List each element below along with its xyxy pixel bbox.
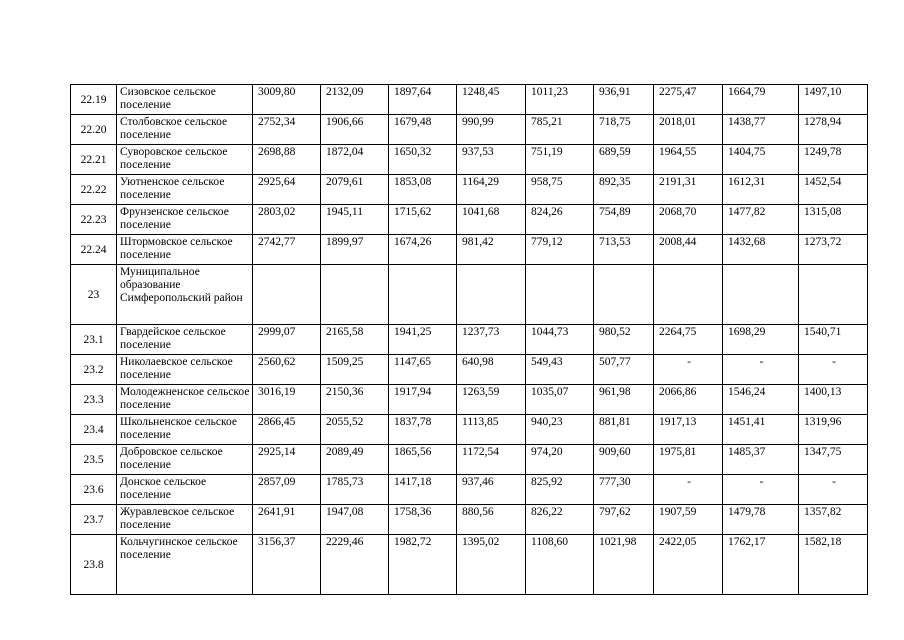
value-cell: 2698,88 <box>253 145 321 175</box>
value-cell: 2803,02 <box>253 205 321 235</box>
row-code-cell: 22.22 <box>71 175 117 205</box>
value-cell: 880,56 <box>457 505 526 535</box>
value-cell: 2165,58 <box>321 325 389 355</box>
settlement-name-cell: Штормовское сельское поселение <box>117 235 253 265</box>
value-cell: 909,60 <box>594 445 654 475</box>
value-cell: 1172,54 <box>457 445 526 475</box>
value-cell: 2008,44 <box>654 235 723 265</box>
value-cell: 1540,71 <box>799 325 868 355</box>
value-cell: 1497,10 <box>799 85 868 115</box>
value-cell <box>654 265 723 325</box>
value-cell: 1485,37 <box>723 445 799 475</box>
table-row <box>71 535 868 595</box>
value-cell: 1451,41 <box>723 415 799 445</box>
table-row <box>71 325 868 355</box>
settlement-name-cell: Муниципальное образование Симферопольский район <box>117 265 253 325</box>
row-code-cell: 23.2 <box>71 355 117 385</box>
value-cell: 1417,18 <box>389 475 457 505</box>
value-cell <box>799 265 868 325</box>
table-body <box>71 85 868 595</box>
table-row <box>71 385 868 415</box>
value-cell: 1785,73 <box>321 475 389 505</box>
value-cell: 2641,91 <box>253 505 321 535</box>
value-cell: 3016,19 <box>253 385 321 415</box>
value-cell: 1509,25 <box>321 355 389 385</box>
row-code-cell: 23.6 <box>71 475 117 505</box>
value-cell: 1164,29 <box>457 175 526 205</box>
value-cell: 881,81 <box>594 415 654 445</box>
value-cell: 826,22 <box>526 505 594 535</box>
value-cell: 1237,73 <box>457 325 526 355</box>
value-cell: 1319,96 <box>799 415 868 445</box>
value-cell: 937,46 <box>457 475 526 505</box>
value-cell: 2089,49 <box>321 445 389 475</box>
row-code-cell: 22.19 <box>71 85 117 115</box>
value-cell: 940,23 <box>526 415 594 445</box>
value-cell <box>457 265 526 325</box>
value-cell: 2275,47 <box>654 85 723 115</box>
value-cell: 640,98 <box>457 355 526 385</box>
value-cell: 1837,78 <box>389 415 457 445</box>
value-cell: 797,62 <box>594 505 654 535</box>
table-row <box>71 265 868 325</box>
value-cell: 2925,14 <box>253 445 321 475</box>
value-cell: 1263,59 <box>457 385 526 415</box>
value-cell: 1853,08 <box>389 175 457 205</box>
value-cell: 974,20 <box>526 445 594 475</box>
value-cell: 2264,75 <box>654 325 723 355</box>
value-cell: 1679,48 <box>389 115 457 145</box>
value-cell: 990,99 <box>457 115 526 145</box>
value-cell: 1947,08 <box>321 505 389 535</box>
value-cell: 2150,36 <box>321 385 389 415</box>
settlement-name-cell: Молодежненское сельское поселение <box>117 385 253 415</box>
value-cell: 1452,54 <box>799 175 868 205</box>
value-cell: 1941,25 <box>389 325 457 355</box>
value-cell: 1715,62 <box>389 205 457 235</box>
settlement-name-cell: Кольчугинское сельское поселение <box>117 535 253 595</box>
settlement-name-cell: Столбовское сельское поселение <box>117 115 253 145</box>
value-cell: 1041,68 <box>457 205 526 235</box>
value-cell <box>321 265 389 325</box>
row-code-cell: 23.3 <box>71 385 117 415</box>
value-cell <box>594 265 654 325</box>
settlement-name-cell: Школьненское сельское поселение <box>117 415 253 445</box>
value-cell: 1917,94 <box>389 385 457 415</box>
value-cell: 2866,45 <box>253 415 321 445</box>
value-cell: 507,77 <box>594 355 654 385</box>
value-cell: 2752,34 <box>253 115 321 145</box>
table-row <box>71 205 868 235</box>
value-cell: 1021,98 <box>594 535 654 595</box>
value-cell: 1273,72 <box>799 235 868 265</box>
table-row <box>71 175 868 205</box>
table-row <box>71 415 868 445</box>
settlement-name-cell: Уютненское сельское поселение <box>117 175 253 205</box>
value-cell: 713,53 <box>594 235 654 265</box>
row-code-cell: 23.4 <box>71 415 117 445</box>
value-cell: 2857,09 <box>253 475 321 505</box>
table-row <box>71 85 868 115</box>
value-cell: 1975,81 <box>654 445 723 475</box>
value-cell: - <box>654 355 723 385</box>
value-cell: - <box>723 355 799 385</box>
value-cell: 1147,65 <box>389 355 457 385</box>
value-cell: 2560,62 <box>253 355 321 385</box>
table-row <box>71 115 868 145</box>
value-cell <box>389 265 457 325</box>
value-cell: 824,26 <box>526 205 594 235</box>
value-cell: 1044,73 <box>526 325 594 355</box>
row-code-cell: 23 <box>71 265 117 325</box>
value-cell: 1582,18 <box>799 535 868 595</box>
settlement-name-cell: Суворовское сельское поселение <box>117 145 253 175</box>
value-cell: 1917,13 <box>654 415 723 445</box>
value-cell: 689,59 <box>594 145 654 175</box>
value-cell: 2132,09 <box>321 85 389 115</box>
value-cell: 1964,55 <box>654 145 723 175</box>
table-row <box>71 355 868 385</box>
value-cell: - <box>654 475 723 505</box>
value-cell: 754,89 <box>594 205 654 235</box>
row-code-cell: 22.20 <box>71 115 117 145</box>
value-cell: 1249,78 <box>799 145 868 175</box>
settlement-name-cell: Фрунзенское сельское поселение <box>117 205 253 235</box>
value-cell: 1035,07 <box>526 385 594 415</box>
value-cell: 2068,70 <box>654 205 723 235</box>
value-cell: 980,52 <box>594 325 654 355</box>
value-cell: 1674,26 <box>389 235 457 265</box>
value-cell: 1664,79 <box>723 85 799 115</box>
value-cell: 718,75 <box>594 115 654 145</box>
value-cell: 2422,05 <box>654 535 723 595</box>
value-cell: 1758,36 <box>389 505 457 535</box>
value-cell: 1278,94 <box>799 115 868 145</box>
value-cell: 1762,17 <box>723 535 799 595</box>
value-cell: 1011,23 <box>526 85 594 115</box>
value-cell: - <box>799 475 868 505</box>
value-cell: 825,92 <box>526 475 594 505</box>
settlement-name-cell: Сизовское сельское поселение <box>117 85 253 115</box>
value-cell: 549,43 <box>526 355 594 385</box>
value-cell: 2018,01 <box>654 115 723 145</box>
value-cell <box>526 265 594 325</box>
value-cell: 1248,45 <box>457 85 526 115</box>
value-cell: 2742,77 <box>253 235 321 265</box>
settlement-name-cell: Добровское сельское поселение <box>117 445 253 475</box>
value-cell: 1404,75 <box>723 145 799 175</box>
value-cell: - <box>723 475 799 505</box>
value-cell: 2055,52 <box>321 415 389 445</box>
value-cell: 1108,60 <box>526 535 594 595</box>
value-cell: 779,12 <box>526 235 594 265</box>
value-cell: 961,98 <box>594 385 654 415</box>
value-cell: 1347,75 <box>799 445 868 475</box>
value-cell: 1650,32 <box>389 145 457 175</box>
value-cell: 1432,68 <box>723 235 799 265</box>
row-code-cell: 23.1 <box>71 325 117 355</box>
value-cell: 937,53 <box>457 145 526 175</box>
value-cell: 2191,31 <box>654 175 723 205</box>
value-cell: 1945,11 <box>321 205 389 235</box>
value-cell: 2079,61 <box>321 175 389 205</box>
value-cell: 1897,64 <box>389 85 457 115</box>
table-row <box>71 145 868 175</box>
value-cell: 1395,02 <box>457 535 526 595</box>
row-code-cell: 22.23 <box>71 205 117 235</box>
value-cell: 1113,85 <box>457 415 526 445</box>
value-cell: 1906,66 <box>321 115 389 145</box>
value-cell: 1865,56 <box>389 445 457 475</box>
value-cell: 958,75 <box>526 175 594 205</box>
value-cell: 777,30 <box>594 475 654 505</box>
value-cell: 1872,04 <box>321 145 389 175</box>
value-cell: 981,42 <box>457 235 526 265</box>
row-code-cell: 23.8 <box>71 535 117 595</box>
table-row <box>71 505 868 535</box>
table-row <box>71 235 868 265</box>
value-cell: 785,21 <box>526 115 594 145</box>
value-cell: 1315,08 <box>799 205 868 235</box>
value-cell: 751,19 <box>526 145 594 175</box>
value-cell: 3009,80 <box>253 85 321 115</box>
value-cell: 1899,97 <box>321 235 389 265</box>
row-code-cell: 22.24 <box>71 235 117 265</box>
value-cell: 2925,64 <box>253 175 321 205</box>
settlement-name-cell: Гвардейское сельское поселение <box>117 325 253 355</box>
row-code-cell: 22.21 <box>71 145 117 175</box>
value-cell: 1982,72 <box>389 535 457 595</box>
table-row <box>71 445 868 475</box>
value-cell: 892,35 <box>594 175 654 205</box>
value-cell: 2229,46 <box>321 535 389 595</box>
tariff-table <box>70 84 868 595</box>
value-cell: 1907,59 <box>654 505 723 535</box>
value-cell: 936,91 <box>594 85 654 115</box>
value-cell: 1357,82 <box>799 505 868 535</box>
value-cell: 1400,13 <box>799 385 868 415</box>
settlement-name-cell: Николаевское сельское поселение <box>117 355 253 385</box>
value-cell: 2999,07 <box>253 325 321 355</box>
value-cell <box>253 265 321 325</box>
value-cell <box>723 265 799 325</box>
settlement-name-cell: Журавлевское сельское поселение <box>117 505 253 535</box>
value-cell: - <box>799 355 868 385</box>
value-cell: 1698,29 <box>723 325 799 355</box>
value-cell: 2066,86 <box>654 385 723 415</box>
value-cell: 1438,77 <box>723 115 799 145</box>
settlement-name-cell: Донское сельское поселение <box>117 475 253 505</box>
row-code-cell: 23.7 <box>71 505 117 535</box>
row-code-cell: 23.5 <box>71 445 117 475</box>
value-cell: 1477,82 <box>723 205 799 235</box>
table-row <box>71 475 868 505</box>
value-cell: 1546,24 <box>723 385 799 415</box>
value-cell: 1612,31 <box>723 175 799 205</box>
value-cell: 3156,37 <box>253 535 321 595</box>
value-cell: 1479,78 <box>723 505 799 535</box>
